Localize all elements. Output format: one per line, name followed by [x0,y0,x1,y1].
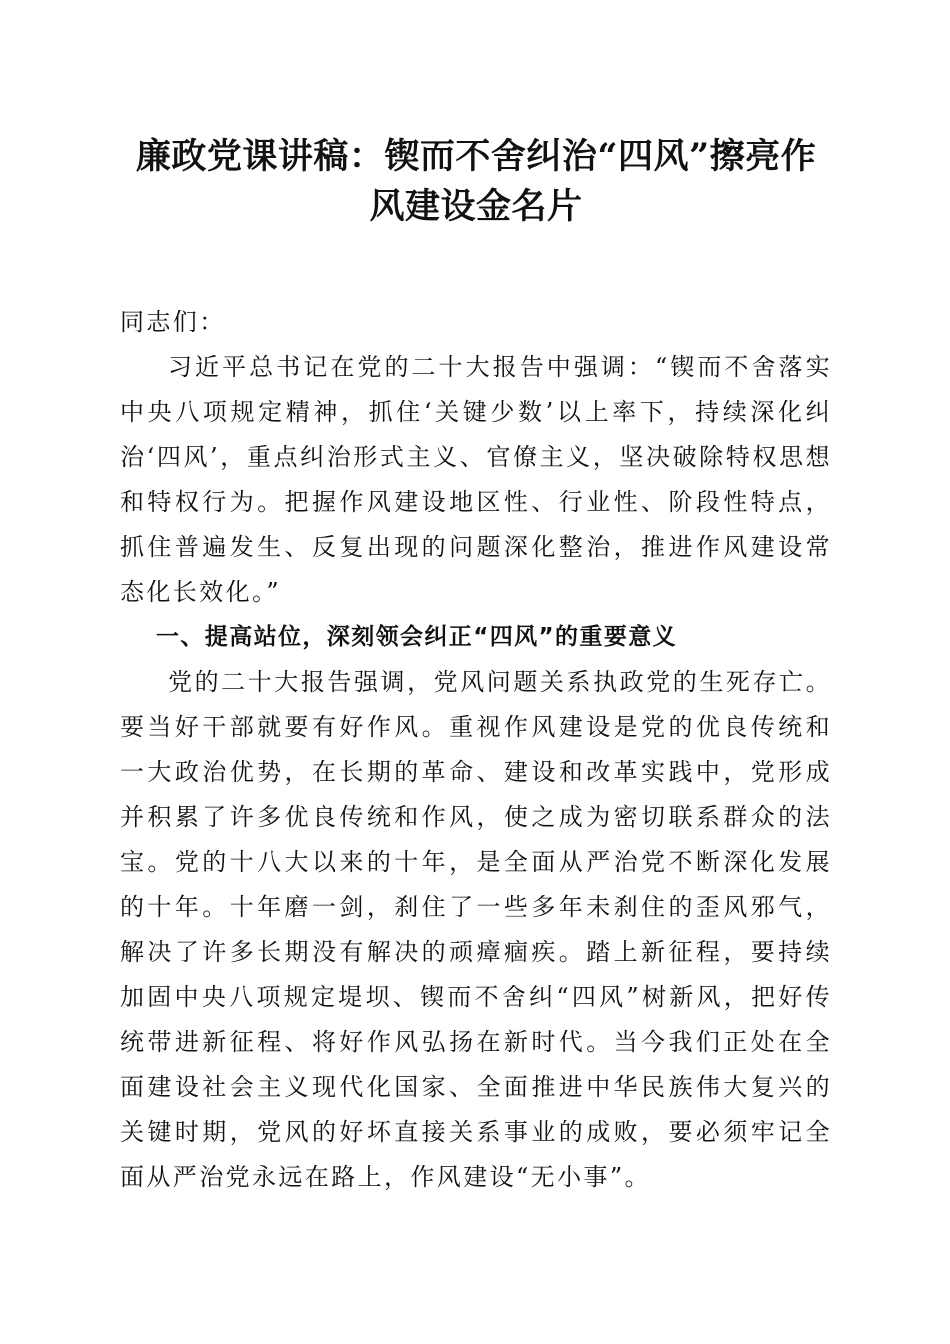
document-page [120,132,832,1200]
document-title: 廉政党课讲稿：锲而不舍纠治“四风”擦亮作风建设金名片 [135,136,817,227]
intro-paragraph: 习近平总书记在党的二十大报告中强调：“锲而不舍落实中央八项规定精神，抓住‘关键少数’以上率下，持续深化纠治‘四风’，重点纠治形式主义、官僚主义，坚决破除特权思想和特权行为。把握作风建设地区性、行业性、阶段性特点，抓住普遍发生、反复出现的问题深化整治，推进作风建设常态化长效化。” [120,353,832,606]
section-1-paragraph: 党的二十大报告强调，党风问题关系执政党的生死存亡。要当好干部就要有好作风。重视作风建设是党的优良传统和一大政治优势，在长期的革命、建设和改革实践中，党形成并积累了许多优良传统和作风，使之成为密切联系群众的法宝。党的十八大以来的十年，是全面从严治党不断深化发展的十年。十年磨一剑，刹住了一些多年未刹住的歪风邪气，解决了许多长期没有解决的顽瘴痼疾。踏上新征程，要持续加固中央八项规定堤坝、锲而不舍纠“四风”树新风，把好传统带进新征程、将好作风弘扬在新时代。当今我们正处在全面建设社会主义现代化国家、全面推进中华民族伟大复兴的关键时期，党风的好坏直接关系事业的成败，要必须牢记全面从严治党永远在路上，作风建设“无小事”。 [120,668,832,1191]
section-heading-1: 一、提高站位，深刻领会纠正“四风”的重要意义 [156,624,678,650]
salutation: 同志们： [120,308,226,336]
